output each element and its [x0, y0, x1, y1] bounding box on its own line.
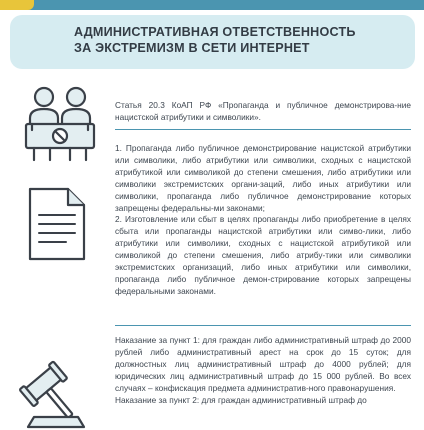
gavel-icon	[14, 357, 96, 430]
divider	[115, 325, 411, 326]
penalty-item-2: Наказание за пункт 2: для граждан административный штраф до	[115, 394, 367, 405]
divider	[115, 129, 411, 130]
page-title-line-2: ЗА ЭКСТРЕМИЗМ В СЕТИ ИНТЕРНЕТ	[74, 41, 310, 55]
protest-people-icon	[20, 84, 100, 162]
document-icon	[26, 185, 88, 263]
violations-list	[115, 143, 411, 298]
violation-item-1: 1. Пропаганда либо публичное демонстрирование нацистской атрибутики или символики, либо атрибутики или символики, сходных с нацистской атрибутикой или символикой до степени смешения, либо атрибутики или символики экстремистских органи-заций, либо иных атрибутики или символики, пропаганда либо публичное демонстрирование которых запрещены федеральны-ми законами;	[115, 143, 411, 213]
violation-item-2: 2. Изготовление или сбыт в целях пропаганды либо приобретение в целях сбыта или пропаганды нацистской атрибутики или симво-лики, либо атрибутики или символики, сходных с нацистской атрибутикой или символикой до степени смешения, либо атрибу-тики или символики экстремистских организаций, либо иных атрибутики или символики, пропаганда либо публичное демон-стрирование которых запрещены федеральными законами.	[115, 214, 411, 296]
logo	[0, 0, 34, 10]
penalties-list	[115, 335, 411, 406]
page-title-line-1: АДМИНИСТРАТИВНАЯ ОТВЕТСТВЕННОСТЬ	[74, 25, 356, 39]
content-area	[0, 70, 424, 430]
article-title	[115, 100, 411, 124]
penalty-item-1: Наказание за пункт 1: для граждан либо административный штраф до 2000 рублей либо административный арест на срок до 15 суток; для должностных лиц административный штраф до 4000 рублей; для юридических лиц административный штраф до 15 000 рублей. Во всех случаях – конфискация предмета административ-ного правонарушения.	[115, 335, 411, 393]
article-text: Статья 20.3 КоАП РФ «Пропаганда и публичное демонстрирова-ние нацистской атрибутики и символики».	[115, 100, 411, 122]
top-bar	[0, 0, 424, 10]
title-banner	[10, 15, 415, 69]
